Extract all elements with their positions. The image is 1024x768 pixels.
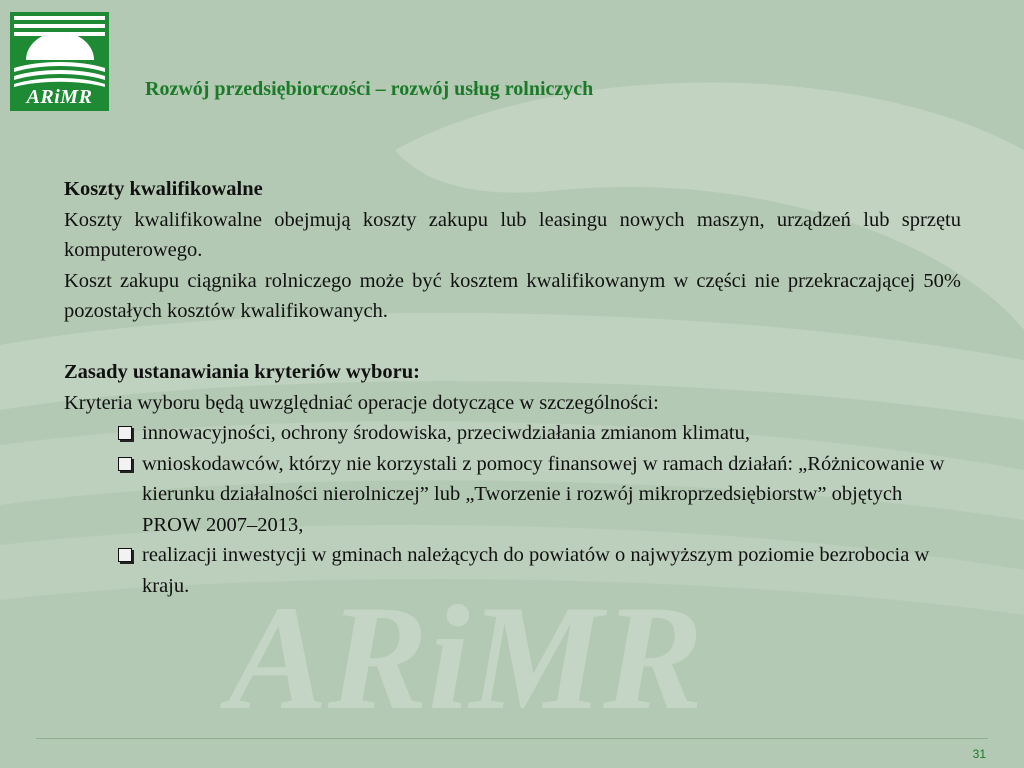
slide-content [64, 174, 961, 601]
page-number: 31 [972, 747, 986, 761]
section1-heading: Koszty kwalifikowalne [64, 178, 263, 200]
checkbox-bullet-icon [118, 457, 132, 471]
checkbox-bullet-icon [118, 426, 132, 440]
criteria-list [64, 418, 961, 601]
list-item [64, 418, 961, 449]
list-item-text: wnioskodawców, którzy nie korzystali z pomocy finansowej w ramach działań: „Różnicowanie w kierunku działalności nierolniczej” lub „Tworzenie i rozwój mikroprzedsiębiorstw” objętych PROW 2007–2013, [142, 452, 945, 536]
section1-paragraph-1: Koszty kwalifikowalne obejmują koszty zakupu lub leasingu nowych maszyn, urządzeń lub sprzętu komputerowego. [64, 208, 961, 261]
watermark-text: ARiMR [228, 600, 704, 720]
spacer [64, 327, 961, 358]
section2-heading: Zasady ustanawiania kryteriów wyboru: [64, 361, 420, 383]
section1-paragraph-2: Koszt zakupu ciągnika rolniczego może być kosztem kwalifikowanym w części nie przekraczającej 50% pozostałych kosztów kwalifikowanych. [64, 269, 961, 322]
section2-intro: Kryteria wyboru będą uwzględniać operacje dotyczące w szczególności: [64, 391, 659, 414]
checkbox-bullet-icon [118, 548, 132, 562]
arimr-watermark-logo [218, 600, 918, 720]
list-item-text: realizacji inwestycji w gminach należących do powiatów o najwyższym poziomie bezrobocia w kraju. [142, 544, 930, 597]
logo-text: ARiMR [26, 86, 93, 108]
slide-title: Rozwój przedsiębiorczości – rozwój usług rolniczych [145, 78, 594, 100]
list-item-text: innowacyjności, ochrony środowiska, przeciwdziałania zmianom klimatu, [142, 422, 750, 444]
list-item [64, 449, 961, 541]
list-item [64, 540, 961, 601]
footer-divider [36, 738, 988, 739]
